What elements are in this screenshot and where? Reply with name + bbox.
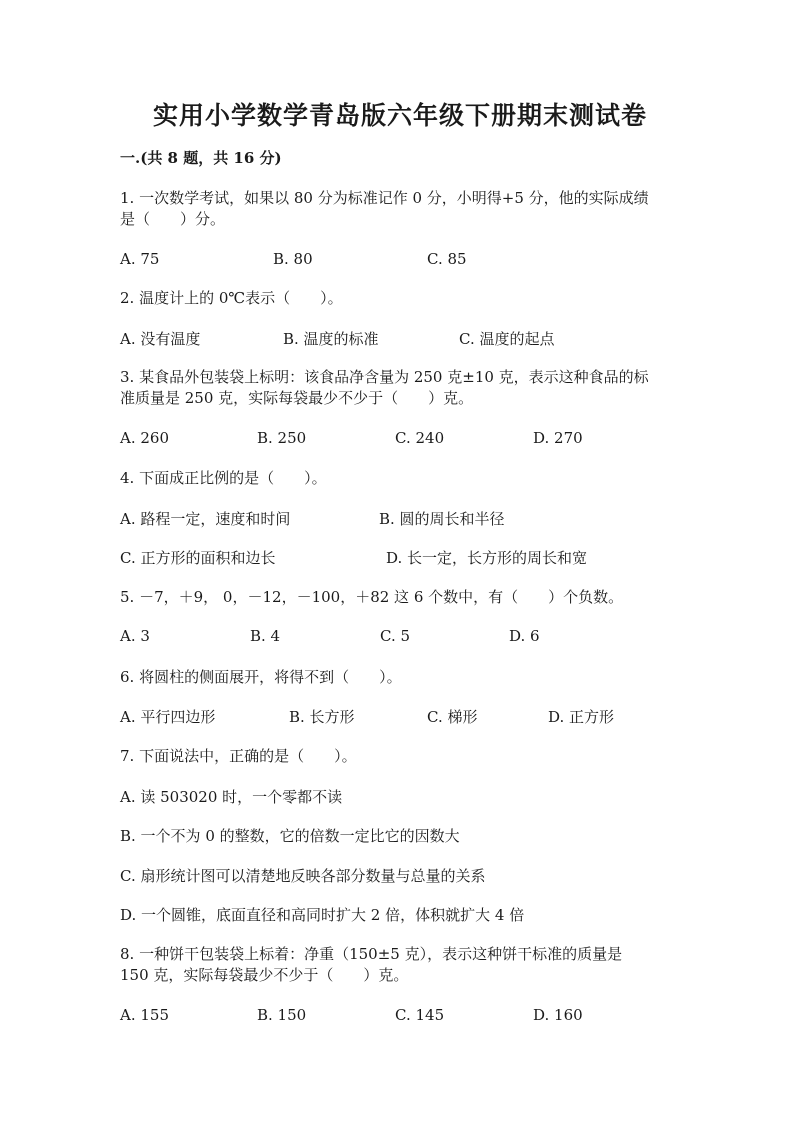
option-c: C. 145 (395, 1006, 445, 1024)
option-d: D. 6 (509, 627, 540, 645)
question-2 (120, 288, 343, 309)
option-a: A. 155 (120, 1006, 169, 1024)
question-3 (120, 367, 649, 409)
option-c: C. 扇形统计图可以清楚地反映各部分数量与总量的关系 (120, 867, 486, 885)
question-text: 150 克，实际每袋最少不少于（ ）克。 (120, 966, 409, 984)
option-d: D. 270 (533, 429, 583, 447)
option-b: B. 一个不为 0 的整数，它的倍数一定比它的因数大 (120, 827, 460, 845)
option-c: C. 240 (395, 429, 445, 447)
option-b: B. 250 (257, 429, 307, 447)
option-a: A. 路程一定，速度和时间 (120, 510, 291, 528)
option-a: A. 平行四边形 (120, 708, 216, 726)
option-c: C. 温度的起点 (459, 330, 555, 348)
option-c: C. 85 (427, 250, 467, 268)
option-a: A. 读 503020 时，一个零都不读 (120, 788, 343, 806)
question-text: 是（ ）分。 (120, 210, 226, 228)
question-text: 5. －7，＋9， 0，－12，－100，＋82 这 6 个数中，有（ ）个负数。 (120, 588, 624, 606)
question-text: 3. 某食品外包装袋上标明：该食品净含量为 250 克±10 克，表示这种食品的标 (120, 368, 649, 386)
option-b: B. 温度的标准 (283, 330, 379, 348)
question-8 (120, 944, 622, 986)
question-text: 7. 下面说法中，正确的是（ ）。 (120, 747, 357, 765)
option-a: A. 没有温度 (120, 330, 201, 348)
option-b: B. 150 (257, 1006, 307, 1024)
option-c: C. 正方形的面积和边长 (120, 549, 276, 567)
question-6 (120, 667, 402, 688)
option-d: D. 正方形 (548, 708, 615, 726)
option-b: B. 4 (250, 627, 281, 645)
question-1 (120, 188, 649, 230)
option-b: B. 长方形 (289, 708, 355, 726)
question-text: 2. 温度计上的 0℃表示（ ）。 (120, 289, 343, 307)
question-4 (120, 468, 327, 489)
option-d: D. 一个圆锥，底面直径和高同时扩大 2 倍，体积就扩大 4 倍 (120, 906, 525, 924)
question-text: 准质量是 250 克，实际每袋最少不少于（ ）克。 (120, 389, 474, 407)
option-b: B. 圆的周长和半径 (379, 510, 505, 528)
question-text: 1. 一次数学考试，如果以 80 分为标准记作 0 分，小明得+5 分，他的实际成绩 (120, 189, 649, 207)
question-text: 4. 下面成正比例的是（ ）。 (120, 469, 327, 487)
option-d: D. 长一定，长方形的周长和宽 (386, 549, 588, 567)
option-c: C. 5 (380, 627, 411, 645)
option-d: D. 160 (533, 1006, 583, 1024)
question-7 (120, 746, 357, 767)
option-c: C. 梯形 (427, 708, 478, 726)
question-5 (120, 587, 623, 608)
question-text: 8. 一种饼干包装袋上标着：净重（150±5 克），表示这种饼干标准的质量是 (120, 945, 623, 963)
option-b: B. 80 (273, 250, 313, 268)
option-a: A. 75 (120, 250, 160, 268)
option-a: A. 3 (120, 627, 150, 645)
page-title: 实用小学数学青岛版六年级下册期末测试卷 (152, 101, 647, 130)
section-heading: 一.(共 8 题，共 16 分) (120, 149, 282, 167)
option-a: A. 260 (120, 429, 169, 447)
question-text: 6. 将圆柱的侧面展开，将得不到（ ）。 (120, 668, 402, 686)
